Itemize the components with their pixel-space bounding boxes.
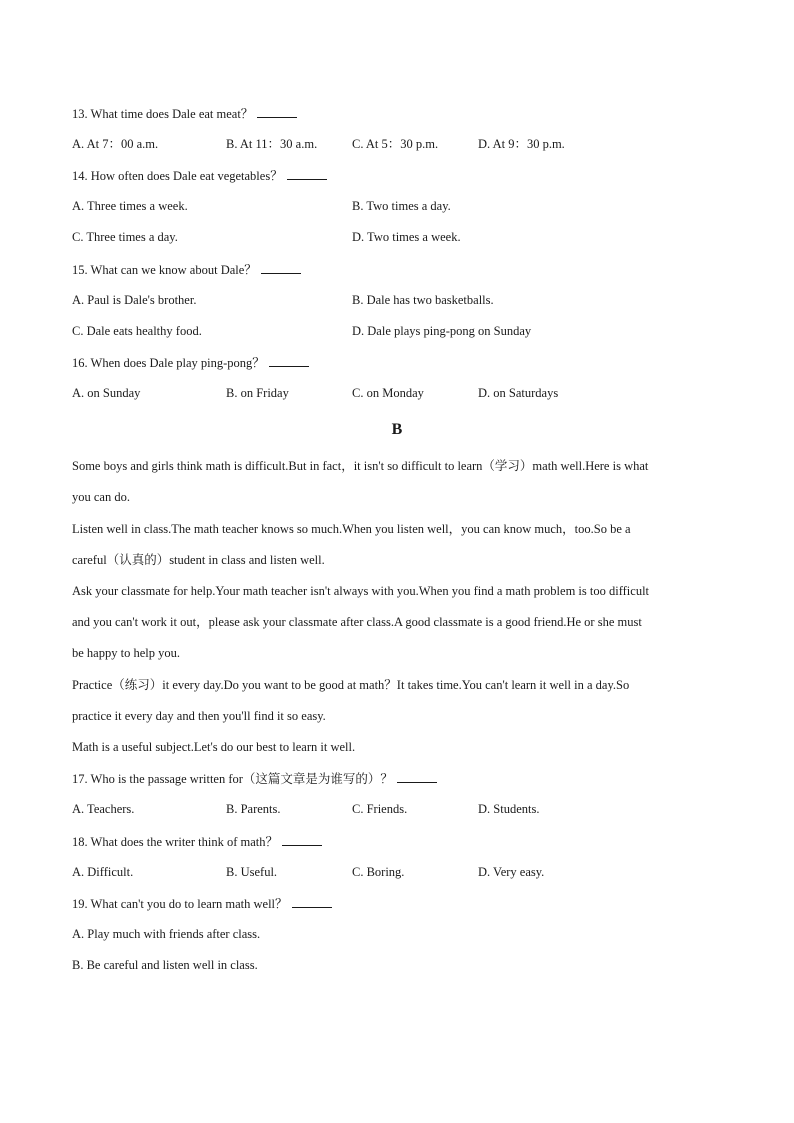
q16-option-d: D. on Saturdays xyxy=(478,386,559,400)
q13-option-d: D. At 9：30 p.m. xyxy=(478,137,565,151)
q17-option-a: A. Teachers. xyxy=(72,802,135,816)
q19-option-b: B. Be careful and listen well in class. xyxy=(72,958,258,972)
q18-option-b: B. Useful. xyxy=(226,865,278,879)
q14-option-d: D. Two times a week. xyxy=(352,230,461,244)
passage-line: Math is a useful subject.Let's do our best to learn it well. xyxy=(72,740,356,754)
q15-option-b: B. Dale has two basketballs. xyxy=(352,293,494,307)
question-13-stem: 13. What time does Dale eat meat？ xyxy=(72,107,254,121)
question-18-stem: 18. What does the writer think of math？ xyxy=(72,835,278,849)
question-13 xyxy=(72,105,297,122)
q16-option-c: C. on Monday xyxy=(352,386,424,400)
answer-blank xyxy=(261,261,301,274)
answer-blank xyxy=(397,770,437,783)
passage-line: and you can't work it out，please ask your classmate after class.A good classmate is a good friend.He or she must xyxy=(72,615,642,629)
q16-option-a: A. on Sunday xyxy=(72,386,141,400)
answer-blank xyxy=(282,833,322,846)
q18-option-a: A. Difficult. xyxy=(72,865,134,879)
passage-line: Ask your classmate for help.Your math teacher isn't always with you.When you find a math problem is too difficult xyxy=(72,584,650,598)
q13-option-a: A. At 7：00 a.m. xyxy=(72,137,159,151)
q17-option-c: C. Friends. xyxy=(352,802,408,816)
q13-option-b: B. At 11：30 a.m. xyxy=(226,137,318,151)
q14-option-c: C. Three times a day. xyxy=(72,230,178,244)
q14-option-b: B. Two times a day. xyxy=(352,199,451,213)
question-14 xyxy=(72,167,327,184)
passage-line: you can do. xyxy=(72,490,130,504)
answer-blank xyxy=(269,354,309,367)
passage-line: Practice（练习）it every day.Do you want to be good at math？It takes time.You can't learn it well in a day.So xyxy=(72,678,630,692)
question-18 xyxy=(72,833,322,850)
answer-blank xyxy=(287,167,327,180)
q19-option-a: A. Play much with friends after class. xyxy=(72,927,261,941)
passage-line: Some boys and girls think math is difficult.But in fact，it isn't so difficult to learn（学习）math well.Here is what xyxy=(72,459,649,473)
q15-option-c: C. Dale eats healthy food. xyxy=(72,324,202,338)
question-15-stem: 15. What can we know about Dale？ xyxy=(72,263,257,277)
passage-line: be happy to help you. xyxy=(72,646,180,660)
answer-blank xyxy=(257,105,297,118)
q13-option-c: C. At 5：30 p.m. xyxy=(352,137,439,151)
passage-line: Listen well in class.The math teacher knows so much.When you listen well，you can know much，too.So be a xyxy=(72,522,631,536)
q17-option-d: D. Students. xyxy=(478,802,540,816)
q15-option-d: D. Dale plays ping-pong on Sunday xyxy=(352,324,532,338)
question-16-stem: 16. When does Dale play ping-pong？ xyxy=(72,356,265,370)
question-15 xyxy=(72,261,301,278)
q15-option-a: A. Paul is Dale's brother. xyxy=(72,293,197,307)
passage-line: careful（认真的）student in class and listen well. xyxy=(72,553,325,567)
q16-option-b: B. on Friday xyxy=(226,386,289,400)
question-17-stem: 17. Who is the passage written for（这篇文章是为谁写的）？ xyxy=(72,772,393,786)
q18-option-d: D. Very easy. xyxy=(478,865,545,879)
question-19 xyxy=(72,895,332,912)
q14-option-a: A. Three times a week. xyxy=(72,199,188,213)
question-19-stem: 19. What can't you do to learn math well？ xyxy=(72,897,288,911)
question-17 xyxy=(72,770,437,787)
question-16 xyxy=(72,354,309,371)
q18-option-c: C. Boring. xyxy=(352,865,405,879)
q17-option-b: B. Parents. xyxy=(226,802,281,816)
answer-blank xyxy=(292,895,332,908)
section-heading: B xyxy=(391,421,403,438)
question-14-stem: 14. How often does Dale eat vegetables？ xyxy=(72,169,283,183)
passage-line: practice it every day and then you'll find it so easy. xyxy=(72,709,326,723)
